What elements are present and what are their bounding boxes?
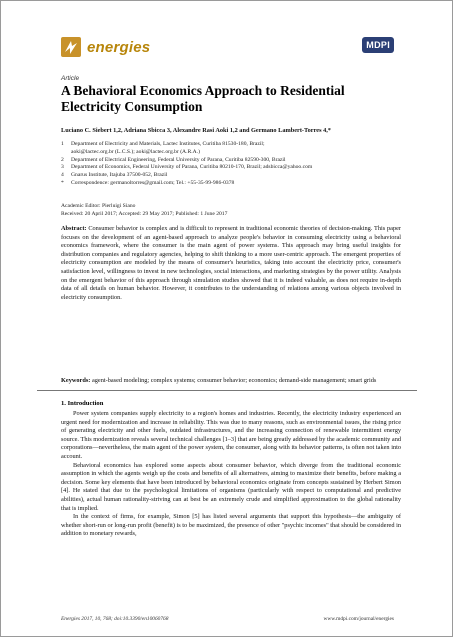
- author-list: Luciano C. Siebert 1,2, Adriana Sbicca 3, Alexandre Rasi Aoki 1,2 and Germano Lambert-Torres 4,*: [61, 127, 331, 134]
- affiliation-text: Department of Economics, Federal University of Parana, Curitiba 80210-170, Brazil; adsbicca@yahoo.com: [71, 164, 313, 171]
- abstract: [61, 225, 401, 302]
- publisher-name: MDPI: [362, 37, 394, 53]
- footer-url[interactable]: www.mdpi.com/journal/energies: [323, 616, 394, 622]
- affiliation-number: [61, 149, 71, 157]
- affiliation-number: 2: [61, 156, 64, 163]
- publisher-logo: [362, 37, 394, 53]
- affiliation-text: aoki@lactec.org.br (L.C.S.); aoki@lactec.org.br (A.R.A.): [71, 148, 200, 155]
- affiliation-number: 4: [61, 172, 64, 179]
- section-divider: [37, 390, 417, 391]
- section-heading: 1. Introduction: [61, 400, 104, 407]
- affiliation-text: Department of Electrical Engineering, Federal University of Parana, Curitiba 82590-300, Brazil: [71, 156, 286, 163]
- keywords-label: Keywords:: [61, 377, 91, 384]
- keywords-text: agent-based modeling; complex systems; consumer behavior; economics; demand-side management; smart grids: [91, 377, 377, 384]
- article-meta: [61, 203, 421, 219]
- footer-citation: Energies 2017, 10, 768; doi:10.3390/en10060768: [61, 616, 169, 622]
- journal-name: energies: [87, 38, 151, 56]
- journal-masthead: [61, 37, 150, 57]
- affiliation-number: 1: [61, 141, 64, 147]
- affiliation-row: [61, 172, 431, 180]
- article-type: Article: [61, 75, 80, 82]
- paper-title: A Behavioral Economics Approach to Residential Electricity Consumption: [61, 83, 345, 114]
- paragraph: Power system companies supply electricity to a region's homes and industries. Recently, the electricity industry experienced an urgent need for modernization and increase in reliability. This was due to many reasons, such as environmental issues, the rising price of generating electricity and other fuels, outdated infrastructures, and the increasing connection of renewable intermittent energy source. This modernization reveals several technical challenges [1–3] that are being greatly addressed by the academic community and corporations—nevertheless, the main agent of the power system, the consumer, along with its behavior patterns, is often not taken into account.: [61, 410, 401, 460]
- correspondence-row: [61, 180, 431, 188]
- abstract-label: Abstract:: [61, 225, 87, 232]
- affiliation-row: [61, 141, 431, 149]
- publication-dates: Received: 20 April 2017; Accepted: 29 May 2017; Published: 1 June 2017: [61, 210, 228, 217]
- keywords: [61, 377, 401, 386]
- affiliation-row: [61, 149, 431, 157]
- affiliation-number: *: [61, 179, 64, 186]
- academic-editor: Academic Editor: Pierluigi Siano: [61, 203, 136, 209]
- paragraph: Behavioral economics has explored some aspects about consumer behavior, which diverge from the traditional economic assumption in which the agents weigh up the costs and benefits of all alternatives, aiming to maximize their benefits, before making a decision. Some key elements that have been introduced by behavioral economics originate from concepts sustained by Herbert Simon [4]. He stated that due to the psychological limitations of organisms (particularly with respect to computational and predictive abilities), actual human rationality-striving can at best be an extremely crude and simplified approximation to the global rationality that is implied.: [61, 461, 401, 512]
- abstract-text: Consumer behavior is complex and is difficult to represent in traditional economic theories of decision-making. This paper focuses on the development of an agent-based approach to analyze people's behavior in consuming electricity using a behavioral economics framework, where the consumer is the main agent of power systems. This approach may bring useful insights for distribution companies and regulatory agencies, helping to shift thinking to a more user-centric approach. The emergent properties of electricity consumption are modeled by the means of consumer's heuristics, taking into account the electricity price, consumer's satisfaction level, willingness to invest in new technologies, social interactions, and marketing strategies by the power utility. Analysis on the emergent behavior of this approach through simulation studies showed that it is indeed valuable, as does not require in-depth data of all details on human behavior. However, it contributes to the understanding of relations among various objects involved in electricity consumption.: [61, 225, 401, 301]
- affiliation-number: 3: [61, 164, 64, 171]
- affiliation-text: Gnarus Institute, Itajuba 37500-052, Brazil: [71, 172, 168, 179]
- energies-logo-icon: [61, 37, 81, 57]
- paragraph: In the context of firms, for example, Simon [5] has listed several arguments that support this hypothesis—the ambiguity of whether short-run or long-run profit (benefit) is to be maximized, the presence of other "psychic incomes" that should be considered in addition to monetary rewards,: [61, 513, 401, 538]
- affiliations: [61, 141, 431, 188]
- correspondence-text: Correspondence: germanoltorres@gmail.com; Tel.: +55-35-99-986-0378: [71, 179, 235, 186]
- affiliation-text: Department of Electricity and Materials, Lactec Institutes, Curitiba 81530-180, Brazil;: [71, 141, 265, 147]
- affiliation-row: [61, 164, 431, 172]
- page-footer: [61, 616, 394, 622]
- introduction-body: [61, 410, 401, 539]
